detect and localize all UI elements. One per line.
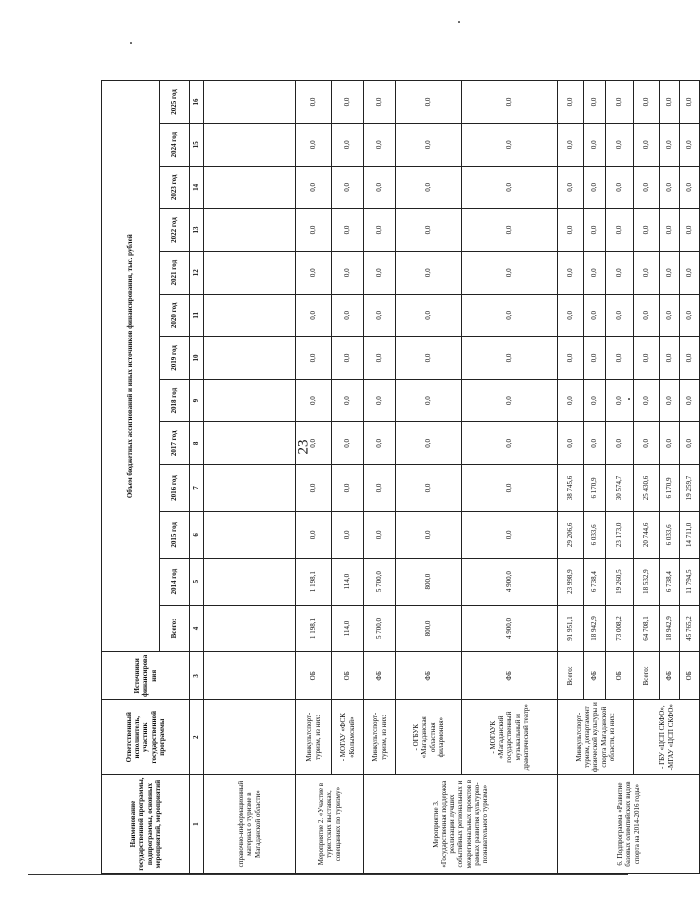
year-value-cell: 0,0	[680, 422, 700, 465]
year-value-cell: 0,0	[332, 511, 364, 558]
year-value-cell: 0,0	[680, 209, 700, 252]
year-value-cell: 0,0	[606, 123, 634, 166]
year-value-cell: 0,0	[634, 166, 660, 209]
year-value-cell: 6 170,9	[584, 465, 606, 512]
header-year: 2017 год	[160, 422, 190, 465]
year-value-cell: 0,0	[606, 294, 634, 337]
year-value-cell: 0,0	[296, 81, 332, 124]
year-value-cell: 0,0	[396, 379, 462, 422]
table-row	[558, 81, 584, 874]
empty-cell	[204, 465, 296, 512]
year-value-cell: 0,0	[606, 337, 634, 380]
year-value-cell: 0,0	[396, 251, 462, 294]
source-cell: ОБ	[296, 652, 332, 700]
source-cell: ФБ	[584, 652, 606, 700]
year-value-cell: 4 900,0	[462, 558, 558, 605]
total-value-cell: 800,0	[396, 605, 462, 652]
header-name: Наименование государственной программы, подпрограммы, основных мероприятий, мероприятий	[102, 775, 190, 874]
year-value-cell: 0,0	[634, 81, 660, 124]
total-value-cell: 18 942,9	[584, 605, 606, 652]
year-value-cell: 0,0	[396, 209, 462, 252]
year-value-cell: 0,0	[584, 294, 606, 337]
year-value-cell: 0,0	[462, 422, 558, 465]
executor-cell: Минкультспорт-туризм, из них:	[296, 700, 332, 775]
year-value-cell: 0,0	[332, 422, 364, 465]
year-value-cell: 114,0	[332, 558, 364, 605]
header-source: Источники финансирования	[102, 652, 190, 700]
source-cell: ФБ	[660, 652, 680, 700]
year-value-cell: 0,0	[680, 251, 700, 294]
year-value-cell: 0,0	[462, 379, 558, 422]
year-value-cell: 0,0	[332, 251, 364, 294]
year-value-cell: 0,0	[332, 81, 364, 124]
year-value-cell: 0,0	[462, 511, 558, 558]
header-year: 2025 год	[160, 81, 190, 124]
year-value-cell: 0,0	[462, 209, 558, 252]
executor-cell: - ОГБУК «Магаданская областная филармония»	[396, 700, 462, 775]
header-year: 2016 год	[160, 465, 190, 512]
total-value-cell: 1 198,1	[296, 605, 332, 652]
source-cell: ОБ	[680, 652, 700, 700]
total-value-cell: 45 765,2	[680, 605, 700, 652]
year-value-cell: 0,0	[606, 379, 634, 422]
total-value-cell: 5 700,0	[364, 605, 396, 652]
year-value-cell: 6 170,9	[660, 465, 680, 512]
year-value-cell: 0,0	[396, 465, 462, 512]
column-number: 14	[190, 166, 204, 209]
year-value-cell: 0,0	[606, 422, 634, 465]
empty-cell	[204, 81, 296, 124]
column-number: 1	[190, 775, 204, 874]
year-value-cell: 0,0	[396, 337, 462, 380]
executor-cell: Минкультспорт-туризм, из них:	[364, 700, 396, 775]
year-value-cell: 0,0	[462, 294, 558, 337]
column-number: 2	[190, 700, 204, 775]
year-value-cell: 0,0	[296, 379, 332, 422]
year-value-cell: 0,0	[606, 166, 634, 209]
table-row	[634, 81, 660, 874]
empty-cell	[204, 166, 296, 209]
year-value-cell: 0,0	[332, 379, 364, 422]
header-year: 2018 год	[160, 379, 190, 422]
year-value-cell: 0,0	[462, 123, 558, 166]
program-name-cell: Мероприятие 3. «Государственная поддержка реализации лучших событийных региональных и межрегиональных проектов в рамках развития культурно-познавательного туризма»	[364, 775, 558, 874]
header-year: 2024 год	[160, 123, 190, 166]
header-year: 2022 год	[160, 209, 190, 252]
year-value-cell: 0,0	[396, 123, 462, 166]
year-value-cell: 0,0	[364, 166, 396, 209]
year-value-cell: 20 744,6	[634, 511, 660, 558]
page-number: 23	[295, 439, 312, 455]
column-number: 7	[190, 465, 204, 512]
year-value-cell: 0,0	[296, 511, 332, 558]
header-funding-group: Объем бюджетных ассигнований и иных источников финансирования, тыс. рублей	[102, 81, 160, 652]
year-value-cell: 23 173,0	[606, 511, 634, 558]
empty-cell	[204, 652, 296, 700]
year-value-cell: 6 738,4	[660, 558, 680, 605]
year-value-cell: 6 033,6	[660, 511, 680, 558]
year-value-cell: 0,0	[364, 251, 396, 294]
year-value-cell: 0,0	[332, 123, 364, 166]
year-value-cell: 0,0	[584, 422, 606, 465]
executor-cell: Минкультспорт-туризм, департамент физической культуры и спорта Магаданской области, из них:	[558, 700, 634, 775]
year-value-cell: 0,0	[462, 81, 558, 124]
header-year: 2019 год	[160, 337, 190, 380]
year-value-cell: 1 198,1	[296, 558, 332, 605]
year-value-cell: 25 430,6	[634, 465, 660, 512]
year-value-cell: 0,0	[660, 294, 680, 337]
year-value-cell: 14 711,0	[680, 511, 700, 558]
column-number: 8	[190, 422, 204, 465]
scan-speck	[628, 398, 630, 400]
year-value-cell: 0,0	[660, 251, 680, 294]
rotated-table-sheet	[101, 80, 694, 874]
year-value-cell: 0,0	[558, 422, 584, 465]
executor-cell: - ГБУ «ЦСП СКФО», -МГАУ «ЦСП СКФО»	[634, 700, 700, 775]
source-cell: Всего:	[634, 652, 660, 700]
year-value-cell: 0,0	[606, 209, 634, 252]
year-value-cell: 0,0	[396, 511, 462, 558]
year-value-cell: 0,0	[296, 166, 332, 209]
year-value-cell: 0,0	[558, 209, 584, 252]
year-value-cell: 0,0	[364, 422, 396, 465]
empty-cell	[204, 251, 296, 294]
source-cell: ОБ	[606, 652, 634, 700]
year-value-cell: 0,0	[660, 379, 680, 422]
year-value-cell: 0,0	[558, 123, 584, 166]
year-value-cell: 0,0	[680, 81, 700, 124]
empty-cell	[204, 337, 296, 380]
column-number: 10	[190, 337, 204, 380]
empty-cell	[204, 422, 296, 465]
year-value-cell: 0,0	[558, 379, 584, 422]
year-value-cell: 0,0	[634, 209, 660, 252]
year-value-cell: 0,0	[634, 422, 660, 465]
year-value-cell: 0,0	[462, 465, 558, 512]
year-value-cell: 0,0	[584, 81, 606, 124]
year-value-cell: 0,0	[584, 251, 606, 294]
header-year: 2021 год	[160, 251, 190, 294]
year-value-cell: 0,0	[584, 337, 606, 380]
table-row	[296, 81, 332, 874]
program-name-cell: 6. Подпрограмма «Развитие базовых олимпийских видов спорта на 2014-2016 годы»	[558, 775, 700, 874]
total-value-cell: 73 008,2	[606, 605, 634, 652]
year-value-cell: 29 206,6	[558, 511, 584, 558]
year-value-cell: 0,0	[364, 511, 396, 558]
year-value-cell: 0,0	[296, 251, 332, 294]
year-value-cell: 0,0	[660, 209, 680, 252]
source-cell: Всего:	[558, 652, 584, 700]
table-row	[332, 81, 364, 874]
year-value-cell: 0,0	[634, 123, 660, 166]
column-number: 16	[190, 81, 204, 124]
total-value-cell: 4 900,0	[462, 605, 558, 652]
header-year: 2015 год	[160, 511, 190, 558]
year-value-cell: 0,0	[558, 294, 584, 337]
year-value-cell: 0,0	[660, 337, 680, 380]
year-value-cell: 0,0	[462, 166, 558, 209]
year-value-cell: 0,0	[462, 251, 558, 294]
empty-cell	[204, 605, 296, 652]
column-number: 3	[190, 652, 204, 700]
header-executor: Ответственный исполнитель, участник государственной программы	[102, 700, 190, 775]
header-total: Всего:	[160, 605, 190, 652]
year-value-cell: 0,0	[558, 251, 584, 294]
empty-cell	[204, 209, 296, 252]
column-number: 11	[190, 294, 204, 337]
page-bottom-rule	[28, 874, 628, 875]
funding-table	[101, 80, 700, 874]
empty-cell	[204, 700, 296, 775]
year-value-cell: 0,0	[660, 422, 680, 465]
year-value-cell: 23 998,9	[558, 558, 584, 605]
year-value-cell: 0,0	[364, 465, 396, 512]
table-row	[204, 81, 296, 874]
year-value-cell: 0,0	[584, 379, 606, 422]
empty-cell	[204, 379, 296, 422]
year-value-cell: 0,0	[462, 337, 558, 380]
executor-cell: - МОГАУК «Магаданский государственный музыкальный и драматический театр»	[462, 700, 558, 775]
year-value-cell: 0,0	[296, 337, 332, 380]
total-value-cell: 64 708,1	[634, 605, 660, 652]
table-row	[462, 81, 558, 874]
year-value-cell: 0,0	[296, 209, 332, 252]
year-value-cell: 38 745,6	[558, 465, 584, 512]
year-value-cell: 0,0	[332, 209, 364, 252]
year-value-cell: 0,0	[364, 379, 396, 422]
empty-cell	[204, 294, 296, 337]
year-value-cell: 6 033,6	[584, 511, 606, 558]
column-number: 15	[190, 123, 204, 166]
total-value-cell: 114,0	[332, 605, 364, 652]
header-year: 2023 год	[160, 166, 190, 209]
year-value-cell: 0,0	[364, 294, 396, 337]
empty-cell	[204, 511, 296, 558]
source-cell: ФБ	[396, 652, 462, 700]
empty-cell	[204, 123, 296, 166]
year-value-cell: 0,0	[296, 123, 332, 166]
total-value-cell: 18 942,9	[660, 605, 680, 652]
year-value-cell: 0,0	[558, 81, 584, 124]
source-cell: ФБ	[364, 652, 396, 700]
column-number: 13	[190, 209, 204, 252]
year-value-cell: 0,0	[364, 337, 396, 380]
year-value-cell: 0,0	[680, 166, 700, 209]
year-value-cell: 0,0	[332, 294, 364, 337]
year-value-cell: 0,0	[660, 81, 680, 124]
year-value-cell: 0,0	[634, 251, 660, 294]
table-row	[396, 81, 462, 874]
year-value-cell: 0,0	[296, 294, 332, 337]
year-value-cell: 0,0	[364, 123, 396, 166]
year-value-cell: 0,0	[396, 166, 462, 209]
year-value-cell: 0,0	[680, 294, 700, 337]
source-cell: ФБ	[462, 652, 558, 700]
year-value-cell: 0,0	[584, 166, 606, 209]
column-number: 12	[190, 251, 204, 294]
header-year: 2020 год	[160, 294, 190, 337]
year-value-cell: 0,0	[364, 81, 396, 124]
year-value-cell: 0,0	[634, 337, 660, 380]
year-value-cell: 5 700,0	[364, 558, 396, 605]
year-value-cell: 19 259,7	[680, 465, 700, 512]
year-value-cell: 0,0	[396, 422, 462, 465]
year-value-cell: 800,0	[396, 558, 462, 605]
year-value-cell: 0,0	[332, 166, 364, 209]
year-value-cell: 0,0	[606, 251, 634, 294]
executor-cell: - МОГАУ «ФСК «Колымский»	[332, 700, 364, 775]
table-row	[364, 81, 396, 874]
year-value-cell: 0,0	[296, 465, 332, 512]
program-name-cell: Мероприятие 2. «Участие в туристских выставках, совещаниях по туризму»	[296, 775, 364, 874]
year-value-cell: 18 532,9	[634, 558, 660, 605]
year-value-cell: 0,0	[660, 123, 680, 166]
header-year: 2014 год	[160, 558, 190, 605]
year-value-cell: 0,0	[584, 209, 606, 252]
empty-cell	[204, 558, 296, 605]
column-number: 6	[190, 511, 204, 558]
year-value-cell: 0,0	[396, 294, 462, 337]
year-value-cell: 0,0	[680, 337, 700, 380]
year-value-cell: 0,0	[634, 294, 660, 337]
year-value-cell: 0,0	[606, 81, 634, 124]
year-value-cell: 0,0	[584, 123, 606, 166]
year-value-cell: 11 794,5	[680, 558, 700, 605]
source-cell: ОБ	[332, 652, 364, 700]
year-value-cell: 0,0	[332, 465, 364, 512]
column-number: 4	[190, 605, 204, 652]
year-value-cell: 0,0	[660, 166, 680, 209]
total-value-cell: 91 951,1	[558, 605, 584, 652]
scan-speck	[130, 42, 132, 44]
year-value-cell: 19 260,5	[606, 558, 634, 605]
year-value-cell: 6 738,4	[584, 558, 606, 605]
program-name-cell: справочно-информационный материал о туризме в Магаданской области»	[204, 775, 296, 874]
year-value-cell: 0,0	[558, 166, 584, 209]
year-value-cell: 0,0	[396, 81, 462, 124]
year-value-cell: 0,0	[332, 337, 364, 380]
year-value-cell: 0,0	[634, 379, 660, 422]
year-value-cell: 0,0	[680, 379, 700, 422]
column-number: 5	[190, 558, 204, 605]
year-value-cell: 0,0	[364, 209, 396, 252]
column-number: 9	[190, 379, 204, 422]
year-value-cell: 30 574,7	[606, 465, 634, 512]
year-value-cell: 0,0	[680, 123, 700, 166]
year-value-cell: 0,0	[558, 337, 584, 380]
scan-speck	[458, 21, 460, 23]
year-value-cell: 0,0	[296, 422, 332, 465]
